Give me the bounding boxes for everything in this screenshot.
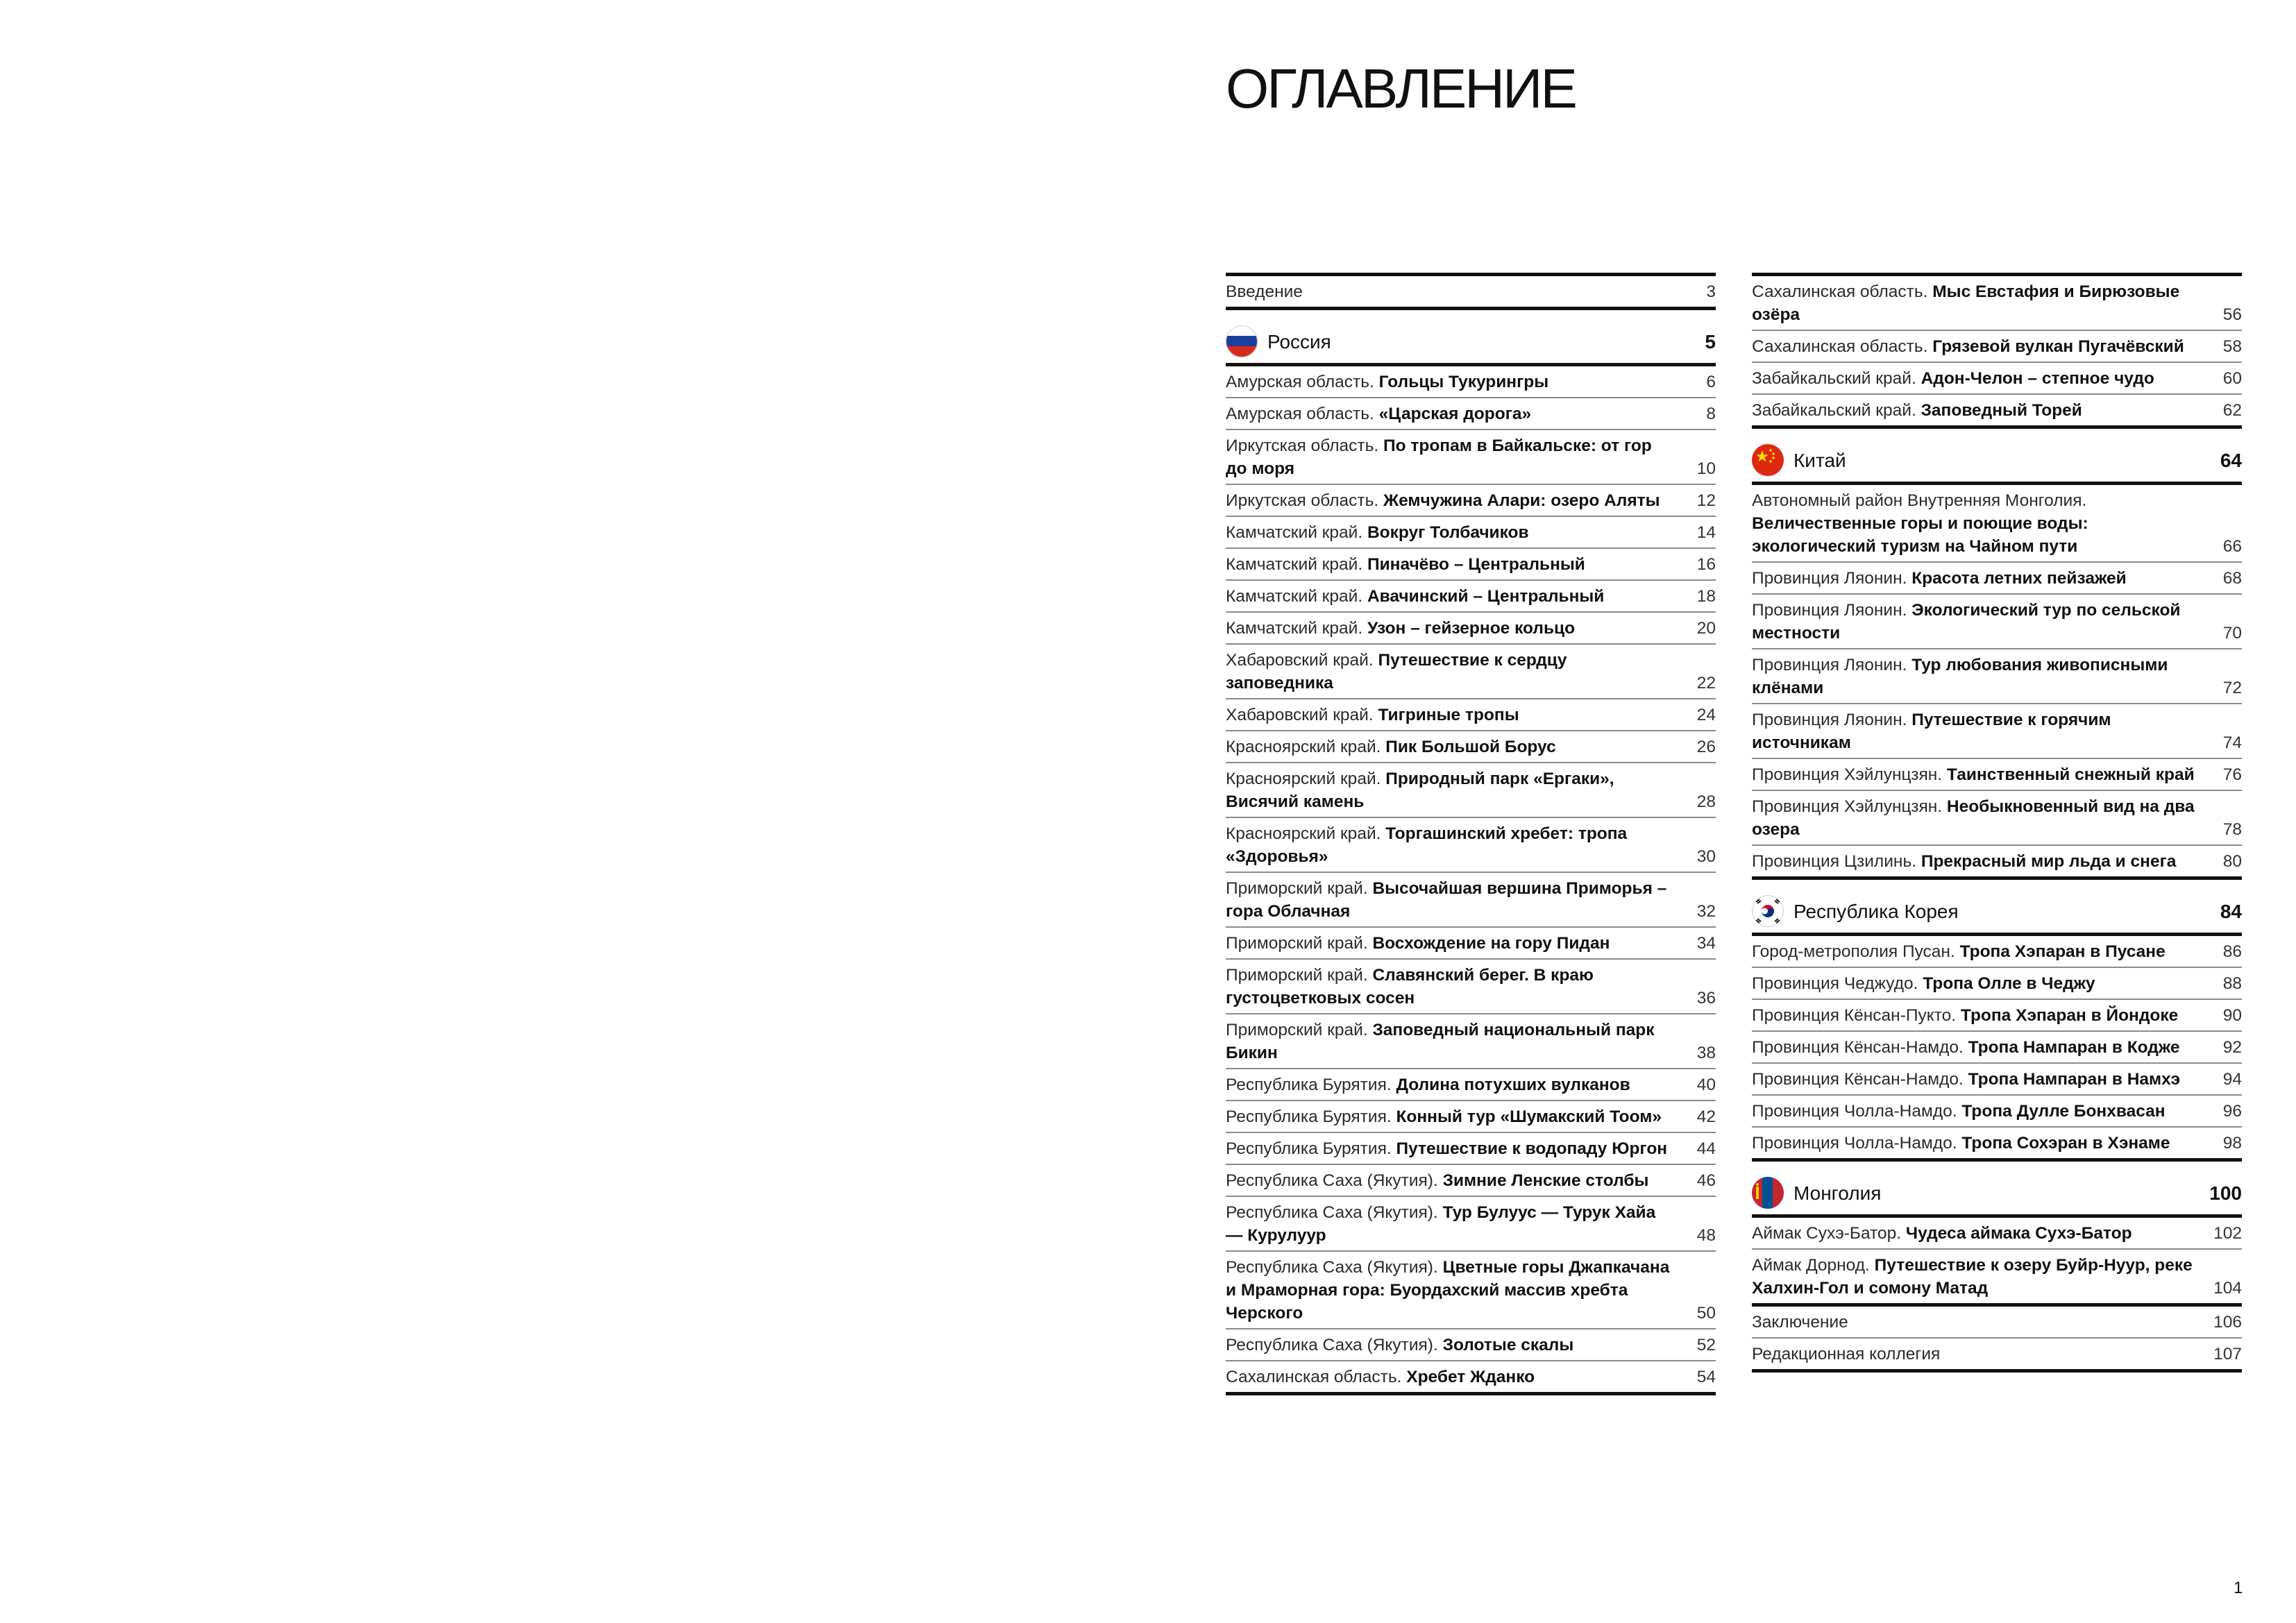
entry-title: Узон – гейзерное кольцо <box>1367 619 1576 638</box>
entry-text <box>1226 1137 1688 1160</box>
entry-page-number: 104 <box>2213 1279 2242 1298</box>
toc-entry[interactable] <box>1226 581 1716 613</box>
entry-text <box>1752 850 2214 873</box>
toc-entry[interactable] <box>1226 1361 1716 1395</box>
toc-entry[interactable] <box>1752 1250 2242 1307</box>
entry-page-number: 80 <box>2222 852 2242 871</box>
entry-region: Провинция Чолла-Намдо. <box>1752 1102 1962 1121</box>
entry-text <box>1752 1004 2214 1027</box>
toc-entry[interactable] <box>1226 613 1716 645</box>
entry-region: Провинция Кёнсан-Намдо. <box>1752 1038 1968 1057</box>
toc-entry[interactable] <box>1752 968 2242 1000</box>
section-title-group <box>1226 325 1688 357</box>
toc-entry[interactable] <box>1752 1128 2242 1162</box>
entry-title: Тур Булуус — Турук Хайа — Курулуур <box>1226 1203 1656 1245</box>
entry-text <box>1752 280 2214 326</box>
entry-text <box>1752 1132 2214 1155</box>
entry-page-number: 46 <box>1696 1171 1716 1190</box>
toc-entry[interactable] <box>1226 398 1716 430</box>
entry-region: Аймак Сухэ-Батор. <box>1752 1224 1906 1243</box>
entry-page-number: 38 <box>1696 1044 1716 1062</box>
entry-region: Амурская область. <box>1226 373 1379 391</box>
entry-page-number: 12 <box>1696 491 1716 510</box>
toc-entry[interactable] <box>1226 1252 1716 1329</box>
entry-region: Провинция Чеджудо. <box>1752 974 1923 993</box>
entry-page-number: 68 <box>2222 569 2242 588</box>
toc-entry[interactable] <box>1226 485 1716 517</box>
entry-page-number: 20 <box>1696 619 1716 638</box>
entry-region: Провинция Кёнсан-Пукто. <box>1752 1006 1961 1025</box>
entry-text <box>1226 736 1688 758</box>
entry-text <box>1226 1169 1688 1192</box>
toc-entry[interactable] <box>1752 1096 2242 1128</box>
entry-region: Иркутская область. <box>1226 436 1383 455</box>
entry-page-number: 66 <box>2222 537 2242 556</box>
entry-text <box>1226 371 1688 393</box>
entry-text <box>1752 1222 2213 1245</box>
entry-title: Заповедный Торей <box>1921 401 2082 420</box>
entry-title: Путешествие к сердцу заповедника <box>1226 651 1567 692</box>
toc-entry[interactable] <box>1752 363 2242 395</box>
entry-title: Пиначёво – Центральный <box>1367 555 1585 574</box>
entry-title: Адон-Челон – степное чудо <box>1921 369 2154 388</box>
entry-page-number: 6 <box>1706 373 1716 391</box>
entry-text <box>1752 567 2214 590</box>
entry-page-number: 54 <box>1696 1368 1716 1386</box>
entry-text <box>1226 521 1688 544</box>
toc-entry[interactable] <box>1226 1165 1716 1197</box>
entry-text <box>1752 1254 2213 1300</box>
entry-region: Республика Саха (Якутия). <box>1226 1258 1443 1277</box>
entry-text <box>1226 932 1688 955</box>
entry-title: Мыс Евстафия и Бирюзовые озёра <box>1752 282 2180 324</box>
toc-entry[interactable] <box>1226 1014 1716 1069</box>
entry-page-number: 26 <box>1696 738 1716 756</box>
entry-title: Тропа Нампаран в Кодже <box>1968 1038 2180 1057</box>
toc-entry[interactable] <box>1752 846 2242 880</box>
section-title: Республика Корея <box>1793 900 1959 922</box>
entry-text <box>1226 877 1688 923</box>
entry-region: Аймак Дорнод. <box>1752 1256 1875 1275</box>
toc-entry[interactable] <box>1226 1329 1716 1361</box>
entry-region: Сахалинская область. <box>1226 1368 1407 1386</box>
entry-region: Хабаровский край. <box>1226 706 1378 724</box>
toc-entry[interactable] <box>1752 276 2242 331</box>
entry-region: Приморский край. <box>1226 966 1373 985</box>
entry-title: Редакционная коллегия <box>1752 1345 1941 1363</box>
entry-title: Заповедный национальный парк Бикин <box>1226 1021 1655 1062</box>
toc-entry[interactable] <box>1226 1133 1716 1165</box>
toc-entry[interactable] <box>1226 731 1716 763</box>
entry-title: «Царская дорога» <box>1378 405 1532 423</box>
entry-title: Зимние Ленские столбы <box>1442 1171 1649 1190</box>
entry-title: Величественные горы и поющие воды: экологический туризм на Чайном пути <box>1752 514 2088 556</box>
russia-flag-icon <box>1226 325 1258 357</box>
entry-region: Республика Бурятия. <box>1226 1107 1396 1126</box>
entry-region: Республика Бурятия. <box>1226 1139 1396 1158</box>
entry-page-number: 48 <box>1696 1226 1716 1245</box>
toc-entry[interactable] <box>1226 549 1716 581</box>
entry-title: Тропа Хэпаран в Пусане <box>1959 942 2166 961</box>
entry-page-number: 60 <box>2222 369 2242 388</box>
toc-entry[interactable] <box>1752 331 2242 363</box>
entry-text <box>1752 940 2214 963</box>
entry-region: Приморский край. <box>1226 1021 1373 1039</box>
entry-region: Автономный район Внутренняя Монголия. <box>1752 491 2087 510</box>
entry-text <box>1226 553 1688 576</box>
toc-entry[interactable] <box>1752 649 2242 704</box>
entry-title: Пик Большой Борус <box>1385 738 1556 756</box>
toc-entry[interactable] <box>1226 873 1716 928</box>
toc-entry[interactable] <box>1226 430 1716 485</box>
entry-title: Грязевой вулкан Пугачёвский <box>1932 337 2184 356</box>
mongolia-flag-icon <box>1752 1177 1784 1209</box>
entry-page-number: 3 <box>1706 282 1716 301</box>
entry-region: Провинция Ляонин. <box>1752 569 1912 588</box>
entry-page-number: 18 <box>1696 587 1716 606</box>
entry-title: Высочайшая вершина Приморья – гора Облачная <box>1226 879 1667 921</box>
section-title: Китай <box>1793 449 1846 471</box>
entry-text <box>1226 434 1688 480</box>
entry-title: Торгашинский хребет: тропа «Здоровья» <box>1226 824 1628 866</box>
toc-entry[interactable] <box>1752 395 2242 429</box>
section-title-group <box>1752 895 2214 927</box>
entry-title: Красота летних пейзажей <box>1911 569 2127 588</box>
entry-title: Долина потухших вулканов <box>1396 1076 1630 1094</box>
entry-page-number: 32 <box>1696 902 1716 921</box>
toc-column-left <box>1226 273 1716 1395</box>
entry-text <box>1752 1311 2213 1334</box>
entry-text <box>1226 1201 1688 1247</box>
entry-title: Хребет Жданко <box>1406 1368 1535 1386</box>
entry-region: Республика Саха (Якутия). <box>1226 1336 1443 1354</box>
entry-text <box>1226 964 1688 1010</box>
entry-text <box>1226 402 1688 425</box>
entry-page-number: 28 <box>1696 792 1716 811</box>
toc-entry[interactable] <box>1752 791 2242 846</box>
toc-entry[interactable] <box>1226 763 1716 818</box>
entry-title: Тропа Хэпаран в Йондоке <box>1960 1006 2179 1025</box>
entry-text <box>1752 599 2214 645</box>
entry-text <box>1752 972 2214 995</box>
entry-text <box>1752 708 2214 754</box>
section-title-group <box>1752 444 2214 476</box>
entry-region: Камчатский край. <box>1226 619 1367 638</box>
entry-region: Город-метрополия Пусан. <box>1752 942 1960 961</box>
entry-title: Золотые скалы <box>1442 1336 1574 1354</box>
entry-region: Провинция Ляонин. <box>1752 711 1912 729</box>
entry-page-number: 86 <box>2222 942 2242 961</box>
entry-title: Восхождение на гору Пидан <box>1372 934 1610 953</box>
entry-page-number: 72 <box>2222 679 2242 697</box>
page-number: 1 <box>2234 1579 2243 1597</box>
entry-page-number: 58 <box>2222 337 2242 356</box>
section-page-number: 5 <box>1705 330 1716 352</box>
entry-page-number: 8 <box>1706 405 1716 423</box>
toc-entry[interactable] <box>1226 928 1716 960</box>
entry-text <box>1226 1073 1688 1096</box>
toc-column-right <box>1752 273 2242 1373</box>
entry-page-number: 22 <box>1696 674 1716 692</box>
entry-region: Иркутская область. <box>1226 491 1383 510</box>
entry-text <box>1226 649 1688 695</box>
entry-page-number: 44 <box>1696 1139 1716 1158</box>
entry-text <box>1226 1105 1688 1128</box>
section-title: Россия <box>1267 330 1331 352</box>
toc-entry[interactable] <box>1752 485 2242 563</box>
entry-text <box>1226 585 1688 608</box>
toc-entry[interactable] <box>1752 1307 2242 1339</box>
entry-region: Красноярский край. <box>1226 738 1386 756</box>
entry-page-number: 94 <box>2222 1070 2242 1089</box>
toc-entry[interactable] <box>1226 366 1716 398</box>
entry-page-number: 106 <box>2213 1313 2242 1332</box>
entry-page-number: 96 <box>2222 1102 2242 1121</box>
toc-entry[interactable] <box>1752 563 2242 595</box>
entry-title: Тигриные тропы <box>1378 706 1519 724</box>
entry-title: Славянский берег. В краю густоцветковых сосен <box>1226 966 1594 1008</box>
entry-region: Камчатский край. <box>1226 587 1367 606</box>
entry-page-number: 62 <box>2222 401 2242 420</box>
toc-entry[interactable] <box>1752 1064 2242 1096</box>
toc-entry[interactable] <box>1752 1218 2242 1250</box>
entry-text <box>1752 1343 2213 1366</box>
entry-text <box>1226 822 1688 868</box>
entry-region: Сахалинская область. <box>1752 282 1933 301</box>
toc-entry[interactable] <box>1226 1197 1716 1252</box>
toc-entry[interactable] <box>1752 1339 2242 1373</box>
entry-region: Провинция Цзилинь. <box>1752 852 1921 871</box>
entry-text <box>1752 1068 2214 1091</box>
entry-title: Заключение <box>1752 1313 1848 1332</box>
section-page-number: 100 <box>2209 1182 2242 1204</box>
toc-section-header[interactable] <box>1752 880 2242 936</box>
entry-text <box>1226 617 1688 640</box>
entry-page-number: 30 <box>1696 847 1716 866</box>
entry-title: Конный тур «Шумакский Тоом» <box>1396 1107 1662 1126</box>
toc-entry[interactable] <box>1752 1000 2242 1032</box>
entry-title: Экологический тур по сельской местности <box>1752 601 2181 643</box>
entry-title: Таинственный снежный край <box>1946 765 2195 784</box>
entry-region: Камчатский край. <box>1226 555 1367 574</box>
section-title-group <box>1752 1177 2209 1209</box>
entry-page-number: 70 <box>2222 624 2242 643</box>
entry-title: Чудеса аймака Сухэ-Батор <box>1905 1224 2132 1243</box>
section-page-number: 64 <box>2220 449 2242 471</box>
toc-entry[interactable] <box>1226 960 1716 1014</box>
entry-text <box>1752 335 2214 358</box>
entry-text <box>1752 399 2214 422</box>
entry-page-number: 102 <box>2213 1224 2242 1243</box>
entry-page-number: 90 <box>2222 1006 2242 1025</box>
toc-entry[interactable] <box>1226 1069 1716 1101</box>
toc-entry[interactable] <box>1752 595 2242 649</box>
entry-title: Авачинский – Центральный <box>1367 587 1605 606</box>
toc-entry[interactable] <box>1752 759 2242 791</box>
toc-entry[interactable] <box>1226 699 1716 731</box>
entry-page-number: 78 <box>2222 820 2242 839</box>
entry-region: Сахалинская область. <box>1752 337 1933 356</box>
entry-page-number: 24 <box>1696 706 1716 724</box>
entry-page-number: 56 <box>2222 305 2242 324</box>
toc-entry[interactable] <box>1752 1032 2242 1064</box>
entry-page-number: 42 <box>1696 1107 1716 1126</box>
entry-page-number: 107 <box>2213 1345 2242 1363</box>
entry-title: Путешествие к горячим источникам <box>1752 711 2111 752</box>
entry-page-number: 92 <box>2222 1038 2242 1057</box>
entry-text <box>1226 704 1688 726</box>
entry-region: Красноярский край. <box>1226 770 1386 788</box>
entry-title: Гольцы Тукурингры <box>1378 373 1549 391</box>
entry-page-number: 52 <box>1696 1336 1716 1354</box>
toc-section-header[interactable] <box>1752 1162 2242 1218</box>
entry-region: Провинция Ляонин. <box>1752 656 1912 674</box>
entry-text <box>1226 1366 1688 1388</box>
korea-flag-icon <box>1752 895 1784 927</box>
entry-text <box>1226 1019 1688 1064</box>
toc-entry[interactable] <box>1752 704 2242 759</box>
entry-region: Провинция Хэйлунцзян. <box>1752 797 1947 816</box>
section-title: Монголия <box>1793 1182 1882 1204</box>
entry-title: Тропа Сохэран в Хэнаме <box>1961 1134 2170 1153</box>
entry-title: Необыкновенный вид на два озера <box>1752 797 2195 839</box>
entry-page-number: 14 <box>1696 523 1716 542</box>
entry-region: Провинция Ляонин. <box>1752 601 1912 620</box>
entry-region: Забайкальский край. <box>1752 401 1921 420</box>
entry-text <box>1226 1334 1688 1357</box>
entry-region: Провинция Кёнсан-Намдо. <box>1752 1070 1968 1089</box>
entry-page-number: 50 <box>1696 1304 1716 1323</box>
entry-text <box>1752 489 2214 558</box>
entry-title: Тропа Нампаран в Намхэ <box>1968 1070 2180 1089</box>
entry-text <box>1752 654 2214 699</box>
entry-region: Провинция Хэйлунцзян. <box>1752 765 1947 784</box>
entry-title: Тур любования живописными клёнами <box>1752 656 2168 697</box>
entry-page-number: 16 <box>1696 555 1716 574</box>
entry-region: Республика Саха (Якутия). <box>1226 1203 1443 1222</box>
entry-title: Тропа Дулле Бонхвасан <box>1961 1102 2166 1121</box>
entry-text <box>1752 1036 2214 1059</box>
entry-region: Красноярский край. <box>1226 824 1386 843</box>
section-page-number: 84 <box>2220 900 2242 922</box>
toc-section-header[interactable] <box>1752 429 2242 485</box>
toc-entry[interactable] <box>1226 818 1716 873</box>
entry-text <box>1752 367 2214 390</box>
entry-page-number: 98 <box>2222 1134 2242 1153</box>
entry-title: Введение <box>1226 282 1303 301</box>
entry-title: Цветные горы Джапкачана и Мраморная гора: Буордахский массив хребта Черского <box>1226 1258 1670 1323</box>
toc-entry[interactable] <box>1226 1101 1716 1133</box>
entry-region: Провинция Чолла-Намдо. <box>1752 1134 1962 1153</box>
entry-page-number: 40 <box>1696 1076 1716 1094</box>
toc-entry[interactable] <box>1752 936 2242 968</box>
entry-page-number: 76 <box>2222 765 2242 784</box>
entry-region: Камчатский край. <box>1226 523 1367 542</box>
entry-region: Приморский край. <box>1226 879 1373 898</box>
entry-title: Тропа Олле в Чеджу <box>1923 974 2095 993</box>
entry-region: Республика Саха (Якутия). <box>1226 1171 1443 1190</box>
entry-text <box>1226 1256 1688 1325</box>
entry-page-number: 74 <box>2222 733 2242 752</box>
entry-text <box>1226 767 1688 813</box>
entry-region: Амурская область. <box>1226 405 1379 423</box>
entry-title: Жемчужина Алари: озеро Аляты <box>1383 491 1660 510</box>
toc-entry[interactable] <box>1226 276 1716 310</box>
toc-section-header[interactable] <box>1226 310 1716 366</box>
entry-page-number: 36 <box>1696 989 1716 1008</box>
entry-region: Забайкальский край. <box>1752 369 1921 388</box>
entry-text <box>1226 489 1688 512</box>
entry-page-number: 34 <box>1696 934 1716 953</box>
toc-entry[interactable] <box>1226 645 1716 699</box>
entry-title: По тропам в Байкальске: от гор до моря <box>1226 436 1652 478</box>
entry-title: Вокруг Толбачиков <box>1367 523 1529 542</box>
entry-text <box>1752 795 2214 841</box>
entry-text <box>1226 280 1688 303</box>
entry-page-number: 10 <box>1696 459 1716 478</box>
entry-region: Республика Бурятия. <box>1226 1076 1396 1094</box>
entry-region: Приморский край. <box>1226 934 1373 953</box>
entry-text <box>1752 1100 2214 1123</box>
entry-title: Путешествие к озеру Буйр-Нуур, реке Халхин-Гол и сомону Матад <box>1752 1256 2193 1298</box>
entry-text <box>1752 763 2214 786</box>
entry-title: Путешествие к водопаду Юргон <box>1396 1139 1668 1158</box>
page-title: ОГЛАВЛЕНИЕ <box>1226 58 1576 119</box>
entry-title: Прекрасный мир льда и снега <box>1921 852 2177 871</box>
entry-region: Хабаровский край. <box>1226 651 1378 670</box>
entry-page-number: 88 <box>2222 974 2242 993</box>
entry-title: Природный парк «Ергаки», Висячий камень <box>1226 770 1614 811</box>
toc-entry[interactable] <box>1226 517 1716 549</box>
china-flag-icon <box>1752 444 1784 476</box>
